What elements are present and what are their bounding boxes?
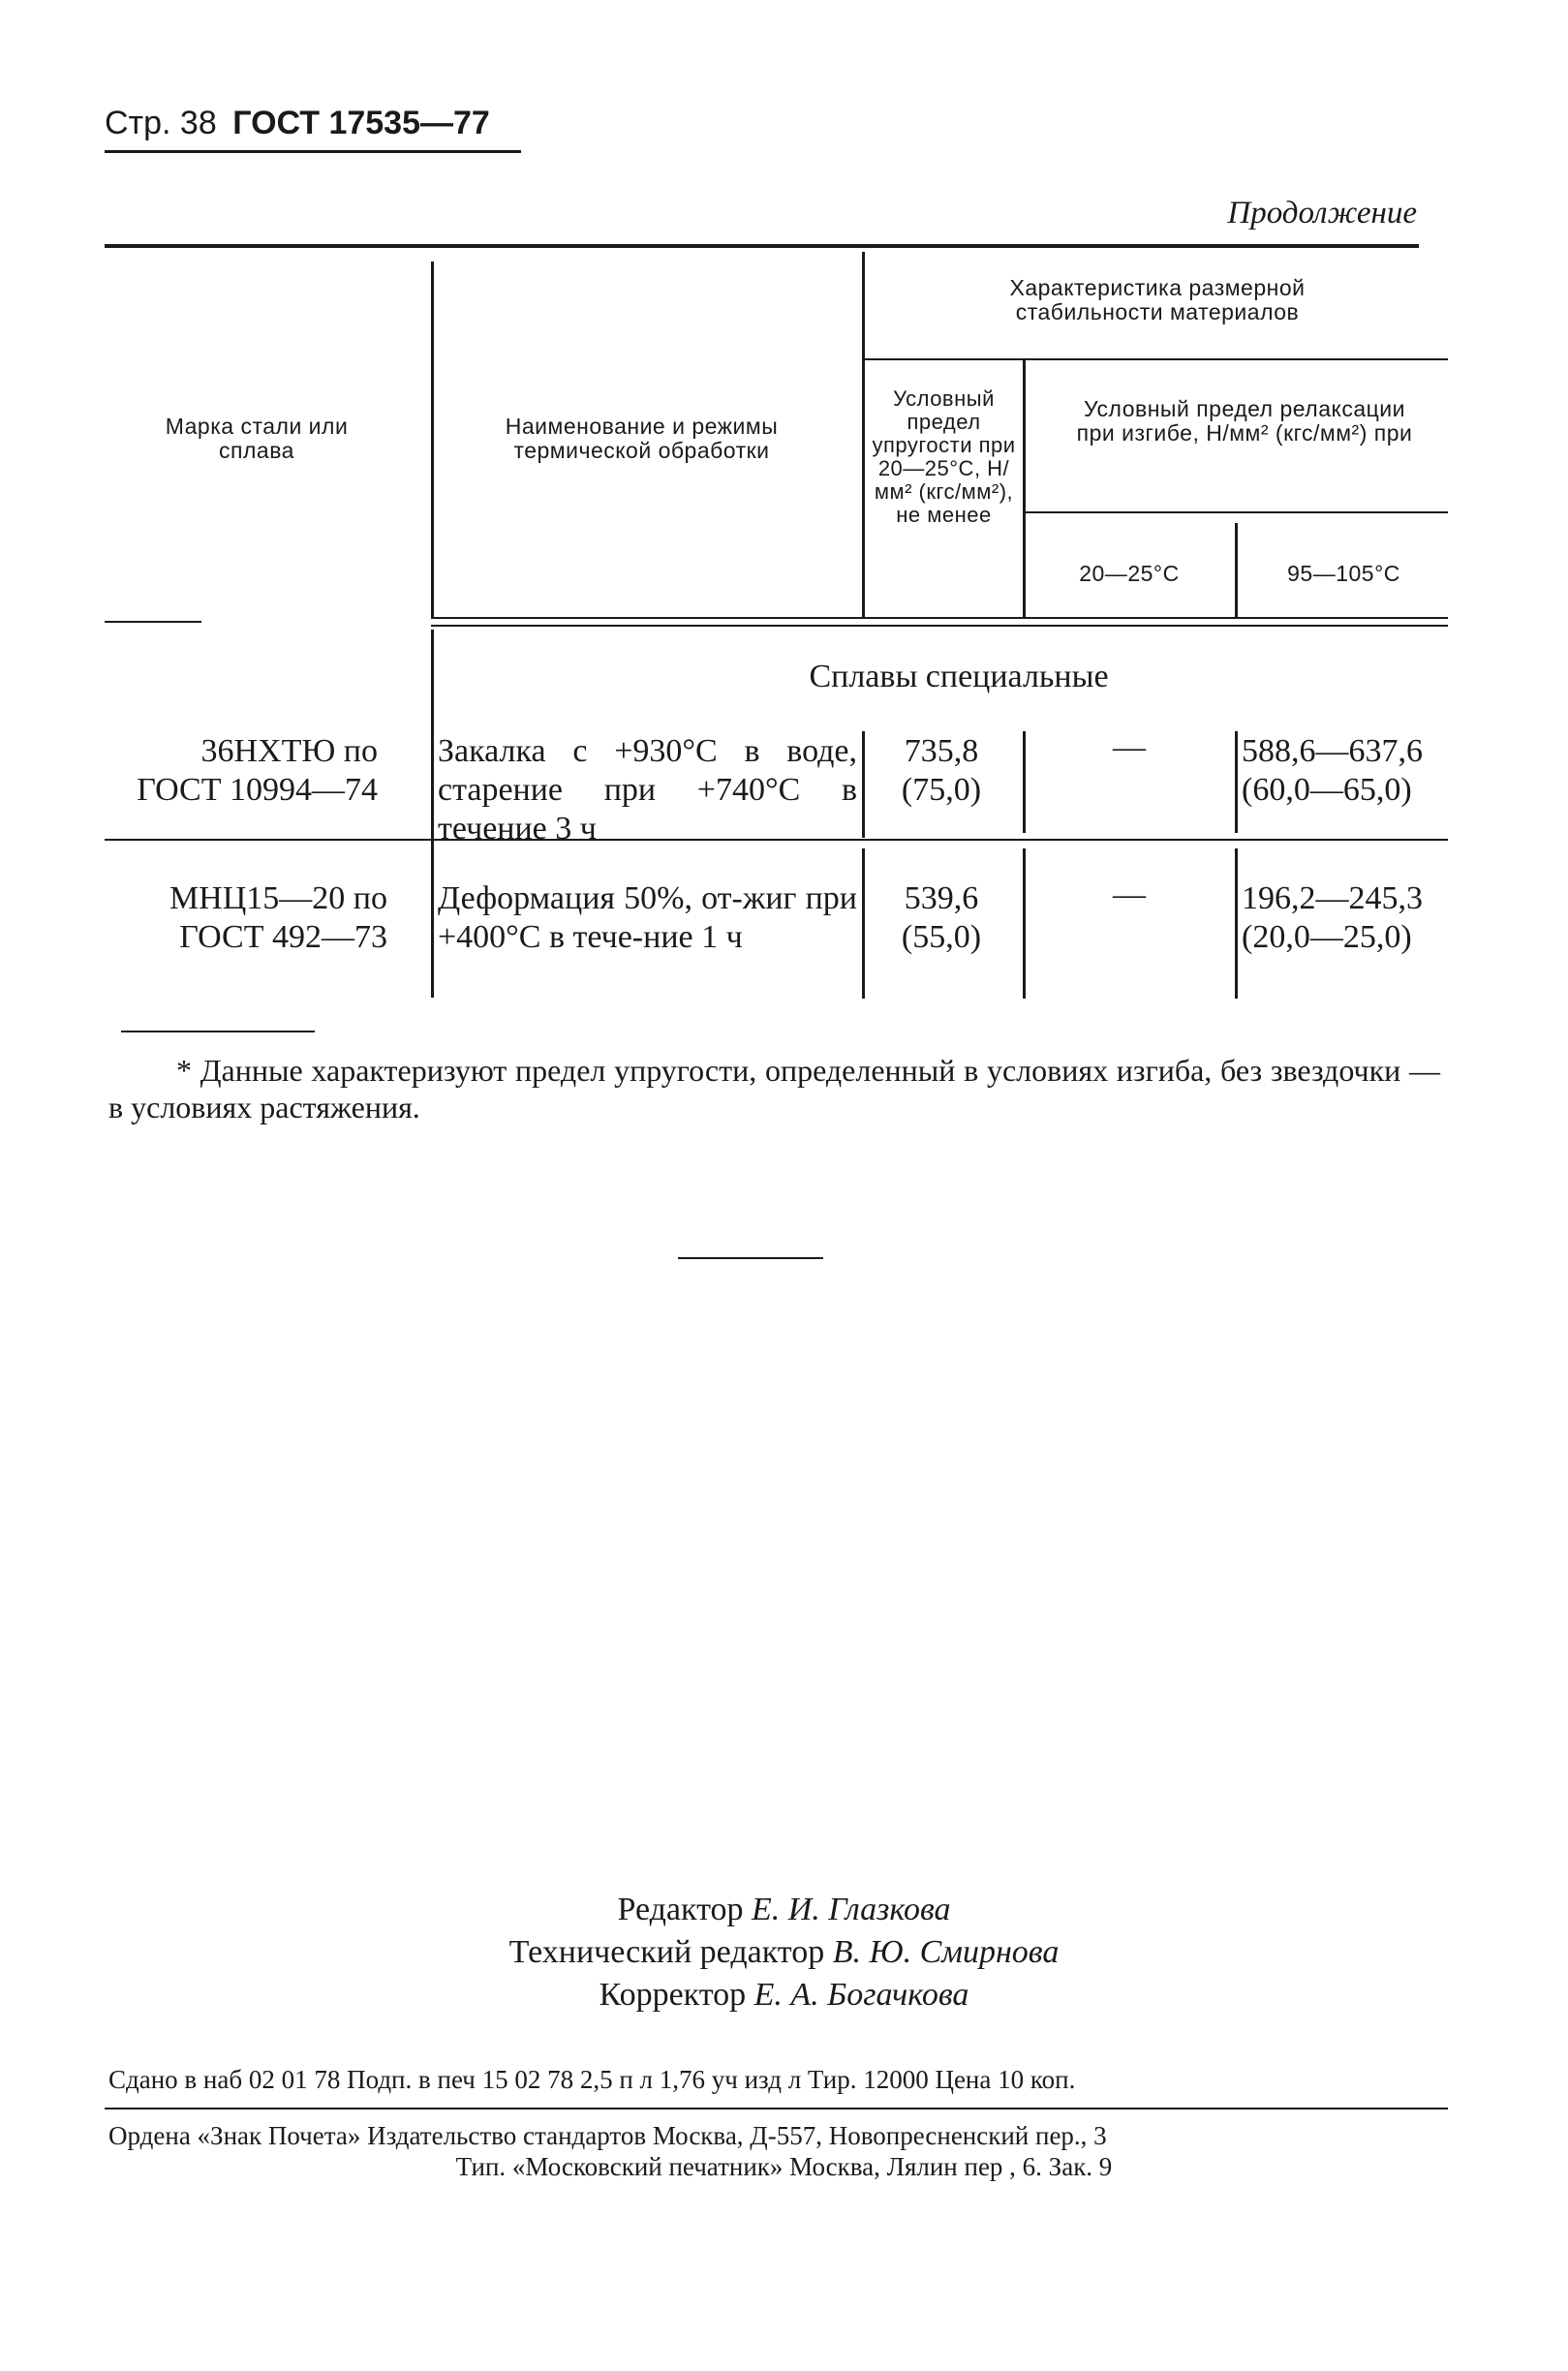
imprint-line-3: Тип. «Московский печатник» Москва, Лялин пер , 6. Зак. 9 [455,2152,1113,2181]
row1-relax-20: — [1113,729,1146,765]
header-bottom-rule-left [105,621,201,623]
row1-elastic: 735,8 (75,0) [901,733,982,808]
row1-treatment: Закалка с +930°С в воде, старение при +740°С в течение 3 ч [438,733,857,847]
col-divider-3-row1 [1023,731,1026,833]
credits [0,1889,1568,2017]
col-header-relax: Условный предел релаксации при изгибе, Н/мм² (кгс/мм²) при [1076,396,1413,446]
col-divider-1 [431,262,434,618]
col-header-relax-95: 95—105°С [1287,561,1400,586]
credit-editor-name: Е. И. Глазкова [751,1892,951,1927]
continuation-label: Продолжение [1227,196,1417,231]
imprint-line-2: Ордена «Знак Почета» Издательство стандартов Москва, Д-557, Новопресненский пер., 3 [108,2121,1107,2150]
row2-relax-95: 196,2—245,3 (20,0—25,0) [1242,880,1423,955]
row2-treatment: Деформация 50%, от-жиг при +400°С в тече-ние 1 ч [438,880,857,955]
page-header [105,105,490,142]
header-bottom-rule-1 [431,617,1448,619]
col-header-grade: Марка стали или сплава [165,414,349,463]
row1-relax-95: 588,6—637,6 (60,0—65,0) [1242,733,1423,808]
table-top-rule [105,244,1419,248]
col-divider-4-row1 [1235,731,1238,833]
page-number: Стр. 38 [105,105,217,141]
credit-editor-role: Редактор [617,1892,744,1927]
header-rule [105,150,521,153]
credit-tech-editor [0,1931,1568,1974]
col-divider-4 [1235,523,1238,618]
col-divider-1-body [431,630,434,998]
row1-grade: 36НХТЮ по ГОСТ 10994—74 [137,733,378,808]
relax-header-rule [1025,511,1448,513]
col-divider-2-row2 [862,848,865,999]
col-divider-3-row2 [1023,848,1026,999]
credit-corrector-role: Корректор [599,1977,747,2013]
standard-number: ГОСТ 17535—77 [232,105,490,141]
imprint-rule [105,2108,1448,2109]
end-rule [678,1257,823,1259]
footnote: * Данные характеризуют предел упругости, определенный в условиях изгиба, без звездочки — в условиях растяжения. [108,1053,1440,1124]
header-bottom-rule-2 [431,625,1448,627]
row2-grade: МНЦ15—20 по ГОСТ 492—73 [169,880,387,955]
col-header-elastic: Условный предел упругости при 20—25°С, Н/мм² (кгс/мм²), не менее [872,386,1016,527]
col-divider-3 [1023,360,1026,618]
footnote-rule [121,1031,315,1032]
credit-tech-editor-role: Технический редактор [508,1934,825,1970]
col-header-treatment: Наименование и режимы термической обработки [505,414,779,463]
credit-corrector-name: Е. А. Богачкова [753,1977,969,2013]
credit-editor [0,1889,1568,1931]
group-header-rule [862,358,1448,360]
row2-elastic: 539,6 (55,0) [901,880,982,955]
col-divider-2-row1 [862,731,865,838]
imprint-line-1: Сдано в наб 02 01 78 Подп. в печ 15 02 78 2,5 п л 1,76 уч изд л Тир. 12000 Цена 10 коп. [108,2065,1076,2094]
col-divider-4-row2 [1235,848,1238,999]
credit-corrector [0,1974,1568,2017]
section-title: Сплавы специальные [809,659,1109,694]
row2-relax-20: — [1113,877,1146,912]
credit-tech-editor-name: В. Ю. Смирнова [832,1934,1060,1970]
col-header-group: Характеристика размерной стабильности материалов [1009,275,1306,324]
col-header-relax-20: 20—25°С [1079,561,1180,586]
